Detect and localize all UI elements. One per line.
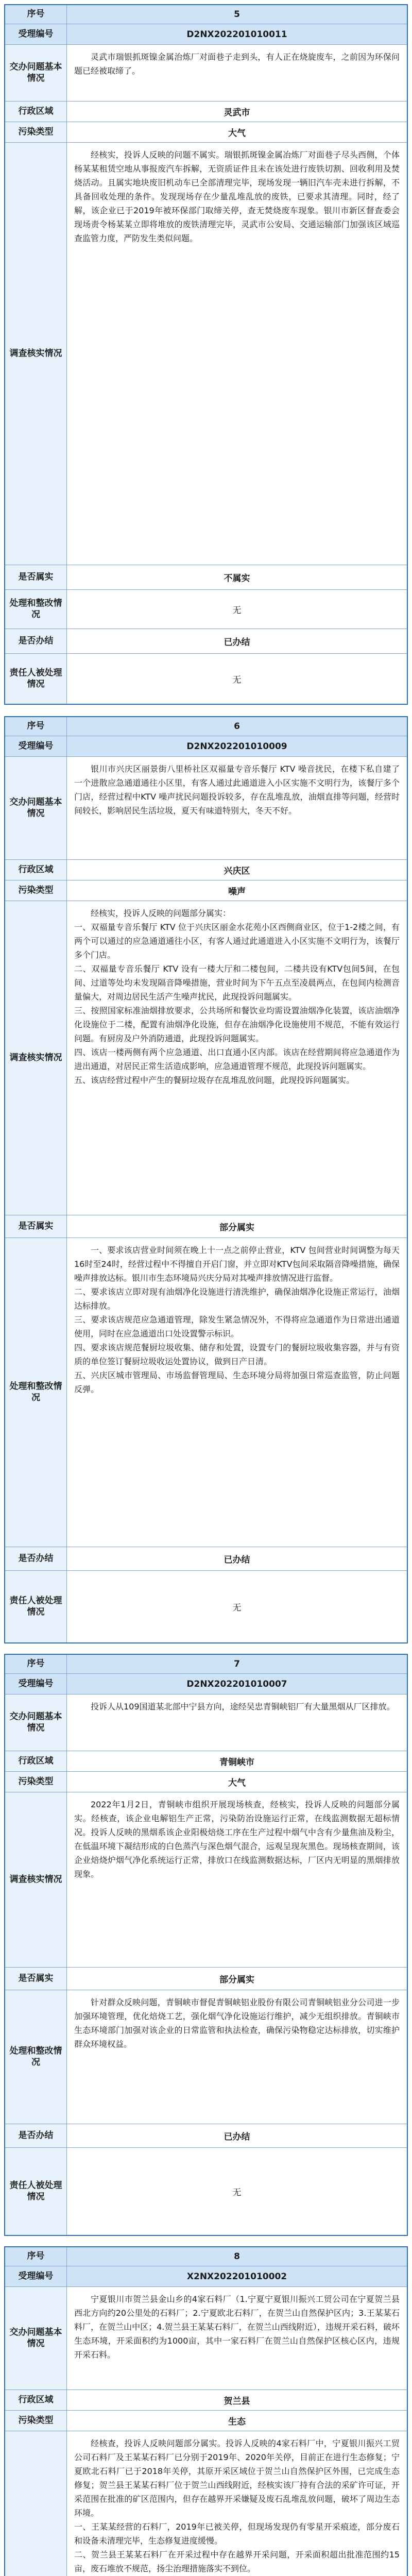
case-table-5 — [4, 4, 408, 705]
basic-info-value: 银川市兴庆区丽景街八里桥社区双福量专音乐餐厅 KTV 噪音扰民，在楼下私自建了一个进散应急通道通往小区里，有客人通过此通道进入小区实施不文明行为，该餐厅多个门店，经营过程中KTV 噪声扰民问题投诉较多，存在乱堆乱放，油烟直排等问题，经营时间较长，影响居民生活垃圾，夏天有味道特别大，冬天不好。 — [74, 764, 400, 816]
handling-value: 无 — [232, 605, 242, 616]
verify-info-value: 经核实，投诉人反映的问题不属实。瑞银抓斑镍金属冶炼厂对面巷子尽头西侧，个体杨某某租赁空地从事报废汽车拆解，无资质证件且未在该处进行废铁切割、回收利用及焚烧活动。且属实地块废旧机动车已全部清理完毕，现场发现一辆旧汽车壳未进行拆解，不具备回收处理的条件。发现现场存在少量乱堆乱放的废铁，已要求其清理。同时，经了解，该企业已于2019年被环保部门取缔关停，查无焚烧废车现象。银川市新区督查委会现场责令杨某某立即将堆放的废铁清理完毕，灵武市公安局、交通运输部门加强该区域巡查监管力度，严防发生类似问题。 — [74, 150, 400, 243]
case-table-8 — [4, 2246, 408, 2576]
seq-value: 7 — [67, 1655, 407, 1673]
seq-value: 6 — [67, 717, 407, 736]
seq-label: 序号 — [5, 5, 67, 24]
settled-value: 已办结 — [224, 2132, 250, 2142]
seq-label: 序号 — [5, 1655, 67, 1673]
handling-label: 处理和整改情况 — [5, 1990, 67, 2124]
pollution-type-label: 污染类型 — [5, 880, 67, 901]
accountability-label: 责任人被处理情况 — [5, 2148, 67, 2235]
basic-info-label: 交办问题基本情况 — [5, 45, 67, 101]
settled-value: 已办结 — [224, 1555, 250, 1565]
settled-label: 是否办结 — [5, 629, 67, 653]
accountability-label: 责任人被处理情况 — [5, 1571, 67, 1642]
accept-no-label: 受理编号 — [5, 736, 67, 756]
case-table-6 — [4, 716, 408, 1643]
is-true-value: 不属实 — [224, 573, 250, 584]
seq-value: 5 — [67, 5, 407, 24]
pollution-type-value: 大气 — [228, 128, 246, 139]
accept-no-label: 受理编号 — [5, 2266, 67, 2286]
district-label: 行政区域 — [5, 2390, 67, 2410]
basic-info-value: 宁夏银川市贺兰县金山乡的4家石料厂（1.宁夏宁夏银川振兴工贸公司在宁夏贺兰县西北方向约20公里处的石料厂；2.宁夏欧北石料厂，在贺兰山自然保护区内；3.王某某石料厂，在贺兰山中区；4.贺兰县王某某石料厂，在贺兰山西线附近），违规开采石料，破坏生态环境，开采面积约为1000亩，其中一家石料厂在贺兰山自然保护区核心区内，违规开采石料。 — [74, 2294, 400, 2360]
verify-info-value: 经核实，投诉人反映的问题部分属实： 一、双福量专音乐餐厅 KTV 位于兴庆区丽金水花苑小区西侧商业区，位于1-2楼之间，有两个可以通过的应急通道通往小区，有客人通过此通道进入小区实施不文明行为，该餐厅多个门店。 二、双福量专音乐餐厅 KTV 设有一楼大厅和二楼包间，二楼共设有KTV包间5间，在包间、过道等处均未发现隔音降噪措施，营业时间为下午五点至凌晨两点，在包间内检测音量偏大，对周边居民生活产生噪声扰民，此现投诉问题属实。 三、按照国家标准油烟排放要求，公共场所和餐饮业均需设置油烟净化装置，该店油烟净化设施位于二楼，配置有油烟净化设施，但存在油烟净化设施使用不规范，不能有效运行问题。有厨房及户外消防通道，此现投诉问题属实。 四、该店一楼两侧有两个应急通道、出口直通小区内部。该店在经营期间将应急通道作为进出通道，对居民正常生活造成影响，应急通道管理不规范，此现投诉问题属实。 五、该店经营过程中产生的餐厨垃圾存在乱堆乱放问题，此现投诉问题属实。 — [74, 908, 400, 1085]
accept-no-value: D2NX202201010009 — [67, 736, 407, 756]
basic-info-label: 交办问题基本情况 — [5, 1694, 67, 1751]
district-value: 灵武市 — [224, 108, 250, 118]
verify-info-label: 调查核实情况 — [5, 1792, 67, 1967]
basic-info-value: 投诉人从109国道某北部中宁县方向，途经吴忠青铜峡铝厂有大量黑烟从厂区排放。 — [91, 1702, 395, 1711]
case-table-7 — [4, 1654, 408, 2236]
accountability-value: 无 — [232, 1603, 242, 1613]
accountability-value: 无 — [232, 675, 242, 685]
accept-no-value: D2NX202201010011 — [67, 24, 407, 44]
seq-value: 8 — [67, 2247, 407, 2266]
district-label: 行政区域 — [5, 860, 67, 880]
district-value: 贺兰县 — [224, 2396, 250, 2406]
verify-info-value: 2022年1月2日，青铜峡市组织开展现场核查，经核实，投诉人反映的问题部分属实。经核查，该企业电解铝生产正常，污染防治设施运行正常，在线监测数据无超标情况。投诉人反映的黑烟系该企业阳极焙烧工序在生产过程中烟气中含有少量焦油及粉尘，在低温环境下凝结形成的白色蒸汽与深色烟气混合，远观呈现灰黑色。现场核查期间，该企业焙烧炉烟气净化系统运行正常，排放口在线监测数据达标，厂区内无明显的黑烟排放现象。 — [74, 1800, 400, 1879]
district-label: 行政区域 — [5, 101, 67, 122]
accountability-label: 责任人被处理情况 — [5, 654, 67, 704]
handling-label: 处理和整改情况 — [5, 1238, 67, 1547]
handling-value: 一、要求该店营业时间须在晚上十一点之前停止营业，KTV 包间营业时间调整为每天16时至24时，经营过程中不得擅自开启门窗，并立即对KTV包间采取隔音降噪措施，确保噪声排放达标。银川市生态环境局兴庆分局对其噪声排放情况进行监督。 二、要求该店立即对现有油烟净化设施进行清洗维护，确保油烟净化设施正常运行，油烟达标排放。 三、要求该店规范应急通道管理，除发生紧急情况外，不得将应急通道作为日常进出通道使用，同时在应急通道出口处设置警示标识。 四、要求该店规范餐厨垃圾收集、储存和处置，设置专门的餐厨垃圾收集容器，并与有资质的单位签订餐厨垃圾收运处置协议，做到日产日清。 五、兴庆区城市管理局、市场监督管理局、生态环境分局将加强日常巡查监管，防止问题反弹。 — [74, 1245, 400, 1394]
accept-no-label: 受理编号 — [5, 1674, 67, 1694]
is-true-value: 部分属实 — [219, 1223, 254, 1233]
accept-no-value: D2NX202201010007 — [67, 1674, 407, 1694]
pollution-type-label: 污染类型 — [5, 122, 67, 142]
pollution-type-value: 生态 — [228, 2417, 246, 2427]
handling-value: 针对群众反映问题，青铜峡市督促青铜峡铝业股份有限公司青铜峡铝业分公司进一步加强环境管理，优化焙烧工艺，强化烟气净化设施运行维护，减少无组织排放。青铜峡市生态环境部门加强对该企业的日常监管和执法检查，确保污染物稳定达标排放，切实维护群众环境权益。 — [74, 1997, 400, 2049]
settled-label: 是否办结 — [5, 1547, 67, 1570]
is-true-label: 是否属实 — [5, 1215, 67, 1238]
pollution-type-value: 大气 — [228, 1778, 246, 1788]
handling-label: 处理和整改情况 — [5, 590, 67, 629]
seq-label: 序号 — [5, 717, 67, 736]
accountability-value: 无 — [232, 2188, 242, 2198]
district-value: 青铜峡市 — [219, 1757, 254, 1768]
accept-no-value: X2NX202201010002 — [67, 2266, 407, 2286]
pollution-type-label: 污染类型 — [5, 2411, 67, 2431]
basic-info-value: 灵武市瑞银抓斑镍金属治炼厂对面巷子走到头，有人正在烧旋废车，之前因为环保问题已经被取缔了。 — [74, 52, 400, 76]
is-true-value: 部分属实 — [219, 1975, 254, 1985]
settled-value: 已办结 — [224, 637, 250, 648]
basic-info-label: 交办问题基本情况 — [5, 2287, 67, 2389]
verify-info-label — [5, 2431, 67, 2576]
settled-label: 是否办结 — [5, 2124, 67, 2147]
verify-info-label: 调查核实情况 — [5, 143, 67, 565]
verify-info-value: 经核查，投诉人反映问题部分属实。投诉人反映的4家石料厂中，宁夏银川振兴工贸公司石料厂及王某某石料厂已分别于2019年、2020年关停，目前正在进行生态修复；宁夏欧北石料厂已于2018年关停，其原开采区域位于贺兰山自然保护区外围，已完成生态修复；贺兰县王某某石料厂位于贺兰山西线附近，经核实该厂持有合法的采矿许可证，开采范围在批准的矿区范围内，但存在越界开采嫌疑及废石乱堆乱放问题，破坏了周边生态环境。 一、王某某经营的石料厂，2019年已被关停，但现场发现仍有零星开采痕迹，部分废石和设备未清理完毕，生态修复进度缓慢。 二、贺兰县王某某石料厂在开采过程中存在越界开采问题，开采面积超出批准范围约15亩，废石堆放不规范，扬尘治理措施落实不到位。 — [74, 2438, 400, 2573]
is-true-label: 是否属实 — [5, 565, 67, 589]
seq-label: 序号 — [5, 2247, 67, 2266]
verify-info-label: 调查核实情况 — [5, 901, 67, 1215]
district-value: 兴庆区 — [224, 866, 250, 876]
district-label: 行政区域 — [5, 1751, 67, 1771]
pollution-type-label: 污染类型 — [5, 1772, 67, 1792]
basic-info-label: 交办问题基本情况 — [5, 757, 67, 859]
is-true-label: 是否属实 — [5, 1968, 67, 1990]
accept-no-label: 受理编号 — [5, 24, 67, 44]
pollution-type-value: 噪声 — [228, 887, 246, 897]
